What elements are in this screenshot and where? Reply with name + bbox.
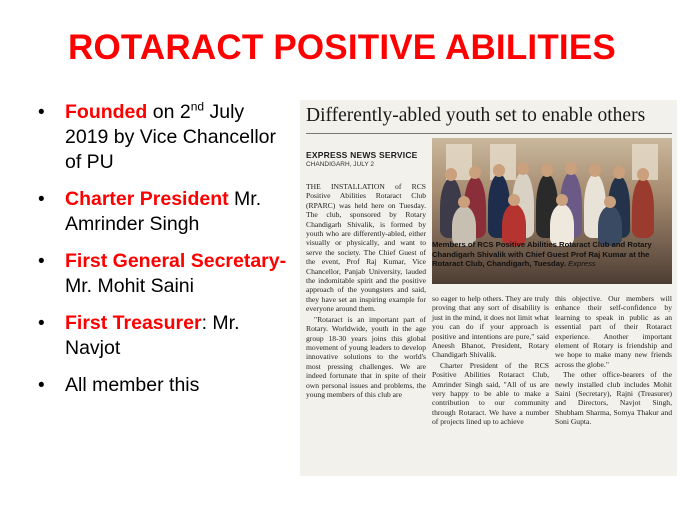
article-paragraph: Charter President of the RCS Positive Abilities Rotaract Club, Amrinder Singh said, "All of us are very happy to be able to make a contribution to our community through Rotaract. We have a number of projects lined up to achieve [432,360,549,427]
caption-source: Express [567,259,596,269]
article-column-1 [306,182,426,400]
byline-service: EXPRESS NEWS SERVICE [306,150,418,160]
photo-person-head [541,164,553,177]
bullet-text: : Mr. Navjot [65,312,240,359]
newspaper-clipping [300,100,677,476]
article-paragraph: this objective. Our members will enhance their self-confidence by learning to speak in public as an essential part of their Rotaract experience. Another important element of Rotary is friendship and we hope to make many new friends across the globe." [555,294,672,369]
article-paragraph: The other office-bearers of the newly installed club includes Mohit Saini (Secretary), Rajni (Treasurer) and Directors, Navjot Singh, Shubham Sharma, Somya Thakur and Soni Gupta. [555,370,672,427]
article-column-3 [555,294,672,428]
photo-person-head [589,164,601,177]
bullet-highlight: Founded [65,101,148,123]
photo-caption [432,240,672,269]
photo-person-head [493,164,505,177]
photo-person-head [613,166,625,179]
bullet-list [38,100,288,410]
byline-place: CHANDIGARH, JULY 2 [306,161,375,168]
bullet-text: Mr. Mohit Saini [65,275,194,297]
article-paragraph: "Rotaract is an important part of Rotary. Worldwide, youth in the age group 18-30 years joins this global movement of young leaders to develop innovative solutions to the world's most pressing challenges. We are indeed fortunate that in spite of their own personal issues and problems, the young members of this club are [306,314,426,399]
bullet-dot: • [38,375,45,396]
bullet-dot: • [38,189,45,210]
clipping-headline: Differently-abled youth set to enable others [306,105,646,126]
article-paragraph: so eager to help others. They are truly proving that any sort of disability is just in the mind, it does not limit what you can do if your approach is positive and intentions are pure," said Aneesh Bhanot, President, Rotary Chandigarh Shivalik. [432,294,549,360]
bullet-text: on 2 [147,101,191,123]
bullet-dot: • [38,251,45,272]
bullet-dot: • [38,313,45,334]
photo-person-head [458,196,470,208]
bullet-highlight: First General Secretary- [65,250,287,272]
photo-person [632,178,654,238]
article-paragraph: THE INSTALLATION of RCS Positive Abilities Rotaract Club (RPARC) was held here on Tuesday. The club, sponsored by Rotary Chandigarh Shivalik, is formed by youth who are differently-abled, either visually or physically, and want to serve the society. The Chief Guest of the event, Prof Raj Kumar, Vice Chancellor, Panjab University, lauded the indomitable spirit and the positive approach of the youngsters and said, they have set an inspiring example for everyone around them. [306,182,426,314]
bullet-founded [38,100,288,175]
bullet-highlight: First Treasurer [65,312,202,334]
bullet-all-members [38,373,288,398]
photo-person-head [637,168,649,181]
photo-person-head [604,196,616,208]
bullet-charter-president [38,187,288,237]
photo-person-head [469,166,481,179]
headline-divider [306,133,672,134]
bullet-highlight: Charter President [65,188,229,210]
clipping-byline [306,150,428,168]
photo-person-head [508,194,520,206]
bullet-general-secretary [38,249,288,299]
photo-person-head [517,162,529,175]
bullet-text: July 2019 by Vice Chancellor of PU [65,101,277,173]
bullet-text: All member this [65,374,200,396]
bullet-text: Mr. Amrinder Singh [65,188,262,235]
photo-person-head [556,194,568,206]
bullet-superscript: nd [190,99,205,114]
bullet-treasurer [38,311,288,361]
slide-title: ROTARACT POSITIVE ABILITIES [68,28,616,67]
photo-person-head [445,168,457,181]
photo-person-head [565,162,577,175]
bullet-dot: • [38,102,45,123]
article-column-2 [432,294,549,428]
caption-text: Members of RCS Positive Abilities Rotaract Club and Rotary Chandigarh Shivalik with Chief Guest Prof Raj Kumar at the Rotaract Club, Chandigarh, Tuesday. [432,240,652,269]
